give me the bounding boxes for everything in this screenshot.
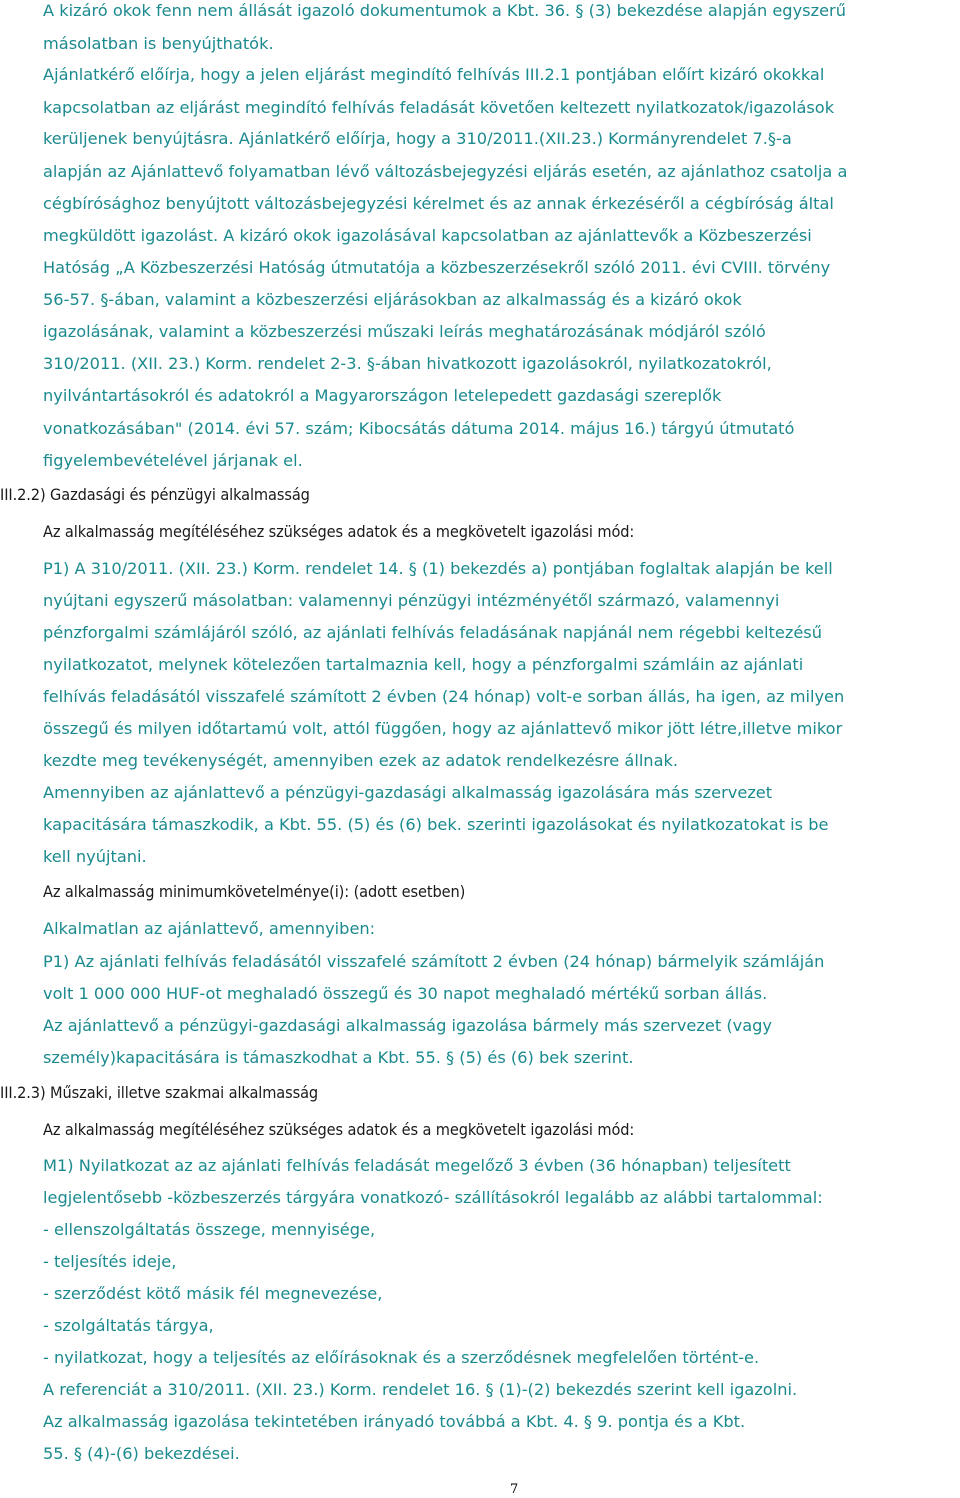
text-line: Az alkalmasság igazolása tekintetében irányadó továbbá a Kbt. 4. § 9. pontja és a Kbt. [43, 1412, 746, 1431]
text-line: 56-57. §-ában, valamint a közbeszerzési eljárásokban az alkalmasság és a kizáró okok [43, 290, 742, 309]
text-line: volt 1 000 000 HUF-ot meghaladó összegű és 30 napot meghaladó mértékű sorban állás. [43, 984, 768, 1003]
text-line: megküldött igazolást. A kizáró okok igazolásával kapcsolatban az ajánlattevők a Közbeszerzési [43, 226, 812, 245]
text-line: Amennyiben az ajánlattevő a pénzügyi-gazdasági alkalmasság igazolására más szervezet [43, 783, 773, 802]
text-line: kezdte meg tevékenységét, amennyiben ezek az adatok rendelkezésre állnak. [43, 751, 679, 770]
text-line: 310/2011. (XII. 23.) Korm. rendelet 2-3. §-ában hivatkozott igazolásokról, nyilatkozatokról, [43, 354, 772, 373]
text-line: vonatkozásában" (2014. évi 57. szám; Kibocsátás dátuma 2014. május 16.) tárgyú útmutató [43, 419, 795, 438]
text-line: M1) Nyilatkozat az az ajánlati felhívás feladását megelőző 3 évben (36 hónapban) teljesített [43, 1156, 791, 1175]
text-line: nyújtani egyszerű másolatban: valamennyi pénzügyi intézményétől származó, valamennyi [43, 591, 780, 610]
text-line: - szolgáltatás tárgya, [43, 1316, 214, 1335]
text-line: figyelembevételével járjanak el. [43, 451, 303, 470]
text-line: kapacitására támaszkodik, a Kbt. 55. (5) és (6) bek. szerinti igazolásokat és nyilatkozatokat is be [43, 815, 829, 834]
text-line: pénzforgalmi számlájáról szóló, az ajánlati felhívás feladásának napjánál nem régebbi keltezésű [43, 623, 822, 642]
text-line: személy)kapacitására is támaszkodhat a Kbt. 55. § (5) és (6) bek szerint. [43, 1048, 634, 1067]
text-line: 55. § (4)-(6) bekezdései. [43, 1444, 240, 1463]
text-line: Hatóság „A Közbeszerzési Hatóság útmutatója a közbeszerzésekről szóló 2011. évi CVIII. törvény [43, 258, 831, 277]
text-line: Az alkalmasság megítéléséhez szükséges adatok és a megkövetelt igazolási mód: [43, 1120, 635, 1139]
text-line: Az alkalmasság megítéléséhez szükséges adatok és a megkövetelt igazolási mód: [43, 522, 635, 541]
text-line: A kizáró okok fenn nem állását igazoló dokumentumok a Kbt. 36. § (3) bekezdése alapján egyszerű [43, 1, 846, 20]
text-line: P1) Az ajánlati felhívás feladásától visszafelé számított 2 évben (24 hónap) bármelyik számláján [43, 952, 825, 971]
text-line: Az ajánlattevő a pénzügyi-gazdasági alkalmasság igazolása bármely más szervezet (vagy [43, 1016, 772, 1035]
text-line: nyilvántartásokról és adatokról a Magyarországon letelepedett gazdasági szereplők [43, 386, 722, 405]
text-line: kapcsolatban az eljárást megindító felhívás feladását követően keltezett nyilatkozatok/igazolások [43, 98, 835, 117]
text-line: legjelentősebb -közbeszerzés tárgyára vonatkozó- szállításokról legalább az alábbi tartalommal: [43, 1188, 823, 1207]
text-line: - teljesítés ideje, [43, 1252, 177, 1271]
text-line: P1) A 310/2011. (XII. 23.) Korm. rendelet 14. § (1) bekezdés a) pontjában foglaltak alapján be kell [43, 559, 833, 578]
text-line: alapján az Ajánlattevő folyamatban lévő változásbejegyzési eljárás esetén, az ajánlathoz csatolja a [43, 162, 848, 181]
text-line: kell nyújtani. [43, 847, 147, 866]
text-line: felhívás feladásától visszafelé számított 2 évben (24 hónap) volt-e sorban állás, ha igen, az milyen [43, 687, 845, 706]
text-line: - nyilatkozat, hogy a teljesítés az előírásoknak és a szerződésnek megfelelően történt-e. [43, 1348, 760, 1367]
text-line: Ajánlatkérő előírja, hogy a jelen eljárást megindító felhívás III.2.1 pontjában előírt kizáró okokkal [43, 65, 825, 84]
text-line: másolatban is benyújthatók. [43, 34, 274, 53]
text-line: cégbírósághoz benyújtott változásbejegyzési kérelmet és az annak érkezéséről a cégbíróság által [43, 194, 834, 213]
text-line: Az alkalmasság minimumkövetelménye(i): (adott esetben) [43, 882, 466, 901]
text-line: kerüljenek benyújtásra. Ajánlatkérő előírja, hogy a 310/2011.(XII.23.) Kormányrendelet 7.§-a [43, 129, 792, 148]
text-line: Alkalmatlan az ajánlattevő, amennyiben: [43, 919, 376, 938]
text-line: összegű és milyen időtartamú volt, attól függően, hogy az ajánlattevő mikor jött létre,illetve mikor [43, 719, 843, 738]
text-line: - szerződést kötő másik fél megnevezése, [43, 1284, 383, 1303]
text-line: igazolásának, valamint a közbeszerzési műszaki leírás meghatározásának módjáról szóló [43, 322, 766, 341]
text-line: III.2.3) Műszaki, illetve szakmai alkalmasság [0, 1083, 319, 1102]
page-number: 7 [510, 1482, 519, 1497]
text-line: A referenciát a 310/2011. (XII. 23.) Korm. rendelet 16. § (1)-(2) bekezdés szerint kell igazolni. [43, 1380, 798, 1399]
text-line: III.2.2) Gazdasági és pénzügyi alkalmasság [0, 485, 310, 504]
text-line: - ellenszolgáltatás összege, mennyisége, [43, 1220, 376, 1239]
text-line: nyilatkozatot, melynek kötelezően tartalmaznia kell, hogy a pénzforgalmi számláin az ajánlati [43, 655, 804, 674]
